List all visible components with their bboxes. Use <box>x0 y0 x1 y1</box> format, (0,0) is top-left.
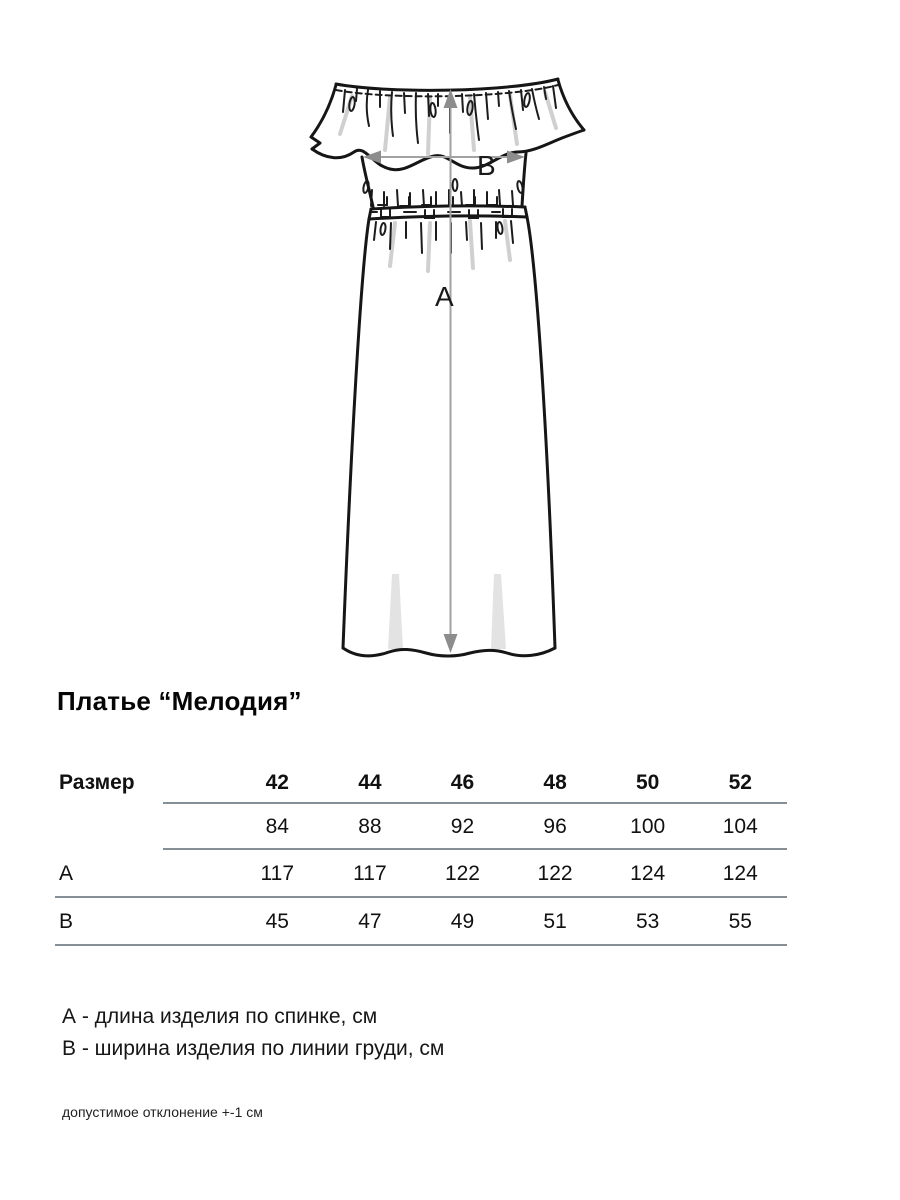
size-column-header: 46 <box>450 770 475 794</box>
table-header-row <box>55 762 787 803</box>
length-arrow <box>444 89 458 653</box>
table-rule <box>163 848 787 850</box>
table-cell: 104 <box>722 815 758 838</box>
table-row-width-b <box>55 899 787 945</box>
table-cell: 96 <box>543 815 567 838</box>
size-table <box>55 762 787 952</box>
table-cell: 92 <box>450 815 475 838</box>
table-cell: 122 <box>444 862 480 885</box>
table-row-bust <box>55 805 787 849</box>
product-title: Платье “Мелодия” <box>57 686 302 716</box>
size-column-header: 44 <box>358 770 382 794</box>
table-cell: 45 <box>265 910 289 933</box>
size-column-header: 42 <box>265 770 289 794</box>
table-cell: 117 <box>353 862 387 885</box>
table-rule <box>55 944 787 946</box>
tolerance-note: допустимое отклонение +-1 см <box>62 1104 263 1120</box>
measure-label-a: А <box>435 281 454 312</box>
row-label: А <box>59 862 74 885</box>
row-label: В <box>59 910 74 933</box>
legend-line-a: А - длина изделия по спинке, см <box>62 1005 378 1028</box>
table-cell: 84 <box>265 815 289 838</box>
table-cell: 117 <box>260 862 295 885</box>
table-cell: 100 <box>630 815 666 838</box>
table-cell: 124 <box>630 862 666 885</box>
table-cell: 124 <box>722 862 758 885</box>
measurement-legend <box>62 1001 444 1065</box>
size-column-header: 48 <box>543 770 567 794</box>
table-row-length-a <box>55 851 787 897</box>
table-cell: 88 <box>358 815 382 838</box>
table-rule <box>163 802 787 804</box>
arrow-up-icon <box>444 89 458 108</box>
table-cell: 55 <box>728 910 752 933</box>
measure-label-b: В <box>477 150 496 181</box>
arrow-down-icon <box>444 634 458 653</box>
legend-line-b: В - ширина изделия по линии груди, см <box>62 1037 445 1060</box>
table-cell: 51 <box>543 910 567 933</box>
table-header-size-label: Размер <box>59 770 135 794</box>
table-cell: 53 <box>635 910 660 933</box>
table-rule <box>55 896 787 898</box>
size-column-header: 50 <box>635 770 660 794</box>
table-cell: 47 <box>358 910 382 933</box>
width-arrow <box>363 151 525 164</box>
table-cell: 49 <box>450 910 475 933</box>
table-cell: 122 <box>537 862 573 885</box>
size-column-header: 52 <box>728 770 752 794</box>
